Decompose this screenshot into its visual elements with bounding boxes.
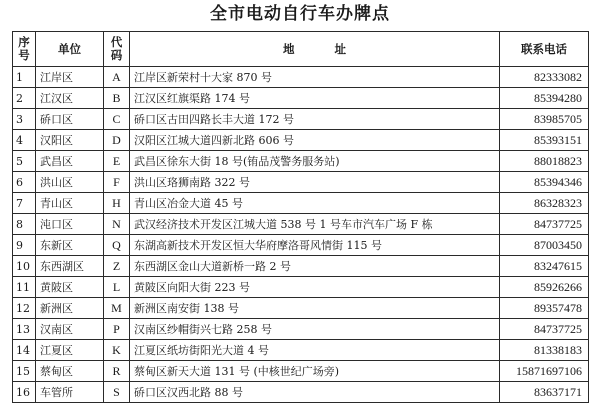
cell-unit: 车管所	[36, 382, 104, 403]
cell-address: 东湖高新技术开发区恒大华府摩洛哥风情街 115 号	[130, 235, 500, 256]
table-row	[13, 130, 589, 151]
cell-seq: 15	[13, 361, 36, 382]
cell-address: 硚口区古田四路长丰大道 172 号	[130, 109, 500, 130]
cell-phone: 89357478	[500, 298, 589, 319]
cell-unit: 汉南区	[36, 319, 104, 340]
cell-phone: 85926266	[500, 277, 589, 298]
cell-code: S	[104, 382, 130, 403]
cell-seq: 3	[13, 109, 36, 130]
table-body	[13, 67, 589, 403]
cell-address: 江岸区新荣村十大家 870 号	[130, 67, 500, 88]
cell-code: E	[104, 151, 130, 172]
cell-address: 武昌区徐东大街 18 号(铕品茂警务服务站)	[130, 151, 500, 172]
table-row	[13, 151, 589, 172]
cell-code: C	[104, 109, 130, 130]
cell-code: A	[104, 67, 130, 88]
table-row	[13, 340, 589, 361]
cell-code: K	[104, 340, 130, 361]
cell-unit: 硚口区	[36, 109, 104, 130]
header-code-line1: 代	[110, 35, 123, 49]
cell-seq: 7	[13, 193, 36, 214]
cell-code: Q	[104, 235, 130, 256]
cell-address: 新洲区南安街 138 号	[130, 298, 500, 319]
cell-code: P	[104, 319, 130, 340]
cell-address: 蔡甸区新天大道 131 号 (中核世纪广场旁)	[130, 361, 500, 382]
cell-code: D	[104, 130, 130, 151]
cell-seq: 14	[13, 340, 36, 361]
cell-phone: 84737725	[500, 319, 589, 340]
table-row	[13, 214, 589, 235]
cell-code: M	[104, 298, 130, 319]
cell-address: 青山区冶金大道 45 号	[130, 193, 500, 214]
cell-unit: 沌口区	[36, 214, 104, 235]
cell-address: 武汉经济技术开发区江城大道 538 号 1 号车市汽车广场 F 栋	[130, 214, 500, 235]
header-address: 地址	[130, 32, 500, 67]
cell-seq: 5	[13, 151, 36, 172]
cell-address: 江夏区纸坊街阳光大道 4 号	[130, 340, 500, 361]
cell-unit: 新洲区	[36, 298, 104, 319]
table-header-row	[13, 32, 589, 67]
cell-seq: 11	[13, 277, 36, 298]
table-row	[13, 88, 589, 109]
header-unit: 单位	[36, 32, 104, 67]
table-row	[13, 277, 589, 298]
table-row	[13, 67, 589, 88]
header-seq-line1: 序	[18, 35, 30, 49]
cell-unit: 江岸区	[36, 67, 104, 88]
cell-seq: 9	[13, 235, 36, 256]
cell-phone: 84737725	[500, 214, 589, 235]
cell-unit: 东新区	[36, 235, 104, 256]
cell-seq: 1	[13, 67, 36, 88]
header-code-line2: 码	[110, 48, 123, 62]
cell-unit: 汉阳区	[36, 130, 104, 151]
cell-seq: 10	[13, 256, 36, 277]
header-seq-line2: 号	[18, 48, 30, 62]
cell-phone: 82333082	[500, 67, 589, 88]
cell-unit: 江夏区	[36, 340, 104, 361]
cell-phone: 87003450	[500, 235, 589, 256]
cell-unit: 江汉区	[36, 88, 104, 109]
cell-unit: 青山区	[36, 193, 104, 214]
table-row	[13, 298, 589, 319]
cell-address: 汉阳区江城大道四新北路 606 号	[130, 130, 500, 151]
cell-unit: 东西湖区	[36, 256, 104, 277]
cell-phone: 15871697106	[500, 361, 589, 382]
cell-phone: 83985705	[500, 109, 589, 130]
cell-code: H	[104, 193, 130, 214]
cell-code: L	[104, 277, 130, 298]
cell-code: F	[104, 172, 130, 193]
cell-code: R	[104, 361, 130, 382]
cell-phone: 88018823	[500, 151, 589, 172]
cell-seq: 4	[13, 130, 36, 151]
header-code	[104, 32, 130, 67]
cell-address: 江汉区红旗渠路 174 号	[130, 88, 500, 109]
table-row	[13, 235, 589, 256]
cell-phone: 83637171	[500, 382, 589, 403]
cell-unit: 洪山区	[36, 172, 104, 193]
table-row	[13, 109, 589, 130]
cell-unit: 武昌区	[36, 151, 104, 172]
table-row	[13, 319, 589, 340]
registration-points-table	[12, 31, 589, 403]
cell-address: 洪山区珞狮南路 322 号	[130, 172, 500, 193]
cell-phone: 85394346	[500, 172, 589, 193]
table-row	[13, 256, 589, 277]
cell-phone: 81338183	[500, 340, 589, 361]
cell-seq: 12	[13, 298, 36, 319]
cell-seq: 13	[13, 319, 36, 340]
cell-phone: 83247615	[500, 256, 589, 277]
header-seq	[13, 32, 36, 67]
cell-address: 汉南区纱帽街兴七路 258 号	[130, 319, 500, 340]
table-row	[13, 193, 589, 214]
table-row	[13, 382, 589, 403]
cell-phone: 85393151	[500, 130, 589, 151]
cell-unit: 黄陂区	[36, 277, 104, 298]
cell-seq: 6	[13, 172, 36, 193]
cell-seq: 16	[13, 382, 36, 403]
table-row	[13, 361, 589, 382]
cell-unit: 蔡甸区	[36, 361, 104, 382]
cell-code: B	[104, 88, 130, 109]
header-phone: 联系电话	[500, 32, 589, 67]
table-row	[13, 172, 589, 193]
cell-address: 黄陂区向阳大街 223 号	[130, 277, 500, 298]
cell-address: 硚口区汉西北路 88 号	[130, 382, 500, 403]
cell-seq: 8	[13, 214, 36, 235]
cell-phone: 85394280	[500, 88, 589, 109]
cell-seq: 2	[13, 88, 36, 109]
cell-phone: 86328323	[500, 193, 589, 214]
cell-code: N	[104, 214, 130, 235]
page-title: 全市电动自行车办牌点	[210, 4, 390, 24]
cell-code: Z	[104, 256, 130, 277]
cell-address: 东西湖区金山大道新桥一路 2 号	[130, 256, 500, 277]
